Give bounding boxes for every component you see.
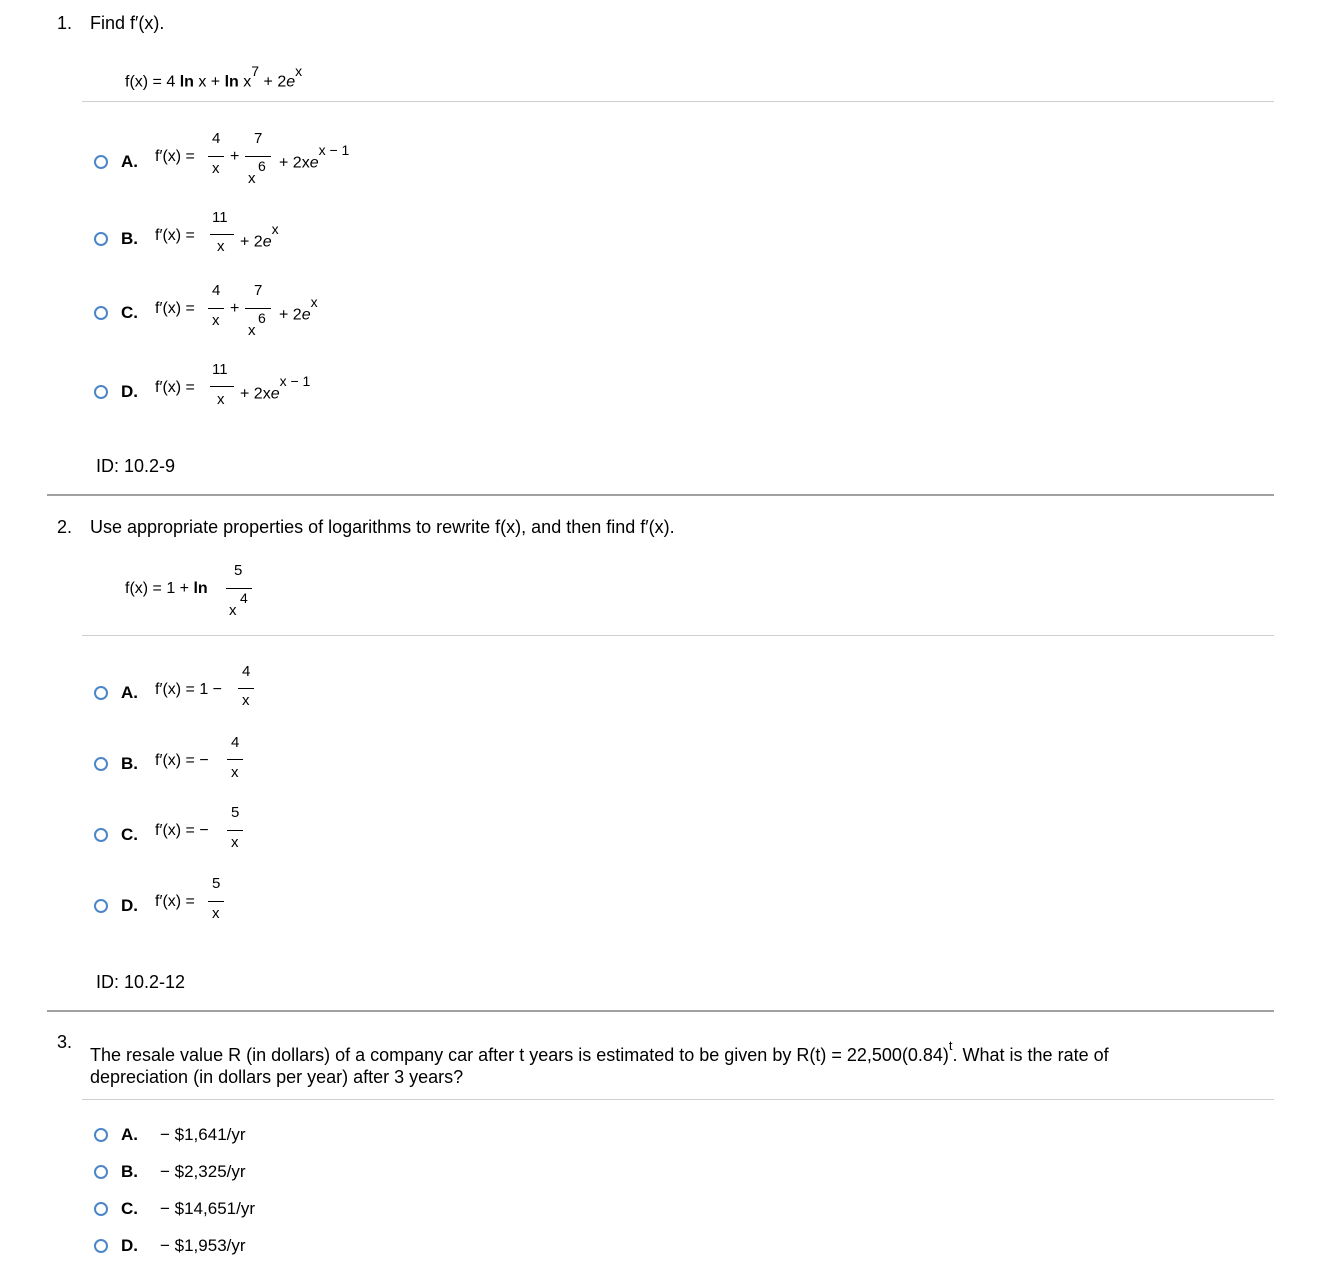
q1-option-d-radio[interactable] (94, 385, 108, 399)
q3-prompt-a: The resale value R (in dollars) of a company car after t years is estimated to be given by R(t) = 22,500(0.84) (90, 1045, 949, 1065)
q3-option-c-letter: C. (121, 1199, 138, 1218)
q1-b-tail-text: + 2 (240, 233, 263, 251)
q3-option-d-radio[interactable] (94, 1239, 108, 1253)
q1-a-num2: 7 (254, 130, 263, 147)
q2-option-b-radio[interactable] (94, 757, 108, 771)
q1-d-num: 11 (212, 361, 228, 378)
q2-given-den-exp: 4 (240, 590, 248, 606)
question-1-function (125, 63, 303, 91)
fraction-bar (208, 156, 224, 157)
question-1-id: ID: 10.2-9 (96, 456, 176, 476)
q2-option-a-fprime: f′(x) = 1 − (155, 681, 223, 698)
q1-given-ln2: ln (224, 73, 239, 91)
q1-given-x1: x + (198, 73, 221, 91)
question-2-function (125, 580, 208, 598)
q2-option-c-radio[interactable] (94, 828, 108, 842)
q1-a-plus: + (230, 148, 240, 165)
q3-prompt-b: . What is the rate of (952, 1045, 1109, 1065)
q3-option-a-radio[interactable] (94, 1128, 108, 1142)
q1-option-d-fprime: f′(x) = (155, 379, 195, 396)
q1-c-e: e (301, 306, 311, 324)
q2-a-den: x (242, 692, 250, 709)
fraction-bar (226, 588, 252, 589)
question-3-prompt-line1 (90, 1038, 1109, 1066)
fraction-bar (208, 901, 224, 902)
q1-a-eexp: x − 1 (318, 142, 350, 158)
q2-option-d-fprime: f′(x) = (155, 893, 195, 910)
q3-option-d-value: − $1,953/yr (160, 1236, 246, 1255)
q2-option-d-radio[interactable] (94, 899, 108, 913)
q2-option-b-letter: B. (121, 754, 138, 773)
question-3-number: 3. (57, 1032, 73, 1052)
question-separator (47, 494, 1274, 496)
q3-option-a-value: − $1,641/yr (160, 1125, 246, 1144)
q1-d-eexp: x − 1 (279, 373, 311, 389)
fraction-bar (210, 234, 234, 235)
question-separator (47, 1010, 1274, 1012)
question-1-number: 1. (57, 13, 73, 33)
q1-option-b-radio[interactable] (94, 232, 108, 246)
q1-c-num1: 4 (212, 282, 221, 299)
fraction-bar (227, 759, 243, 760)
q2-option-a-radio[interactable] (94, 686, 108, 700)
q1-given-plus: + 2 (263, 73, 287, 91)
q1-a-tail (279, 142, 350, 172)
q1-d-e: e (270, 385, 280, 403)
q1-b-e: e (262, 233, 272, 251)
q3-option-b-letter: B. (121, 1162, 138, 1181)
q2-given-ln: ln (193, 580, 208, 597)
q1-option-c-radio[interactable] (94, 306, 108, 320)
q3-option-b-value: − $2,325/yr (160, 1162, 246, 1181)
q2-option-c-letter: C. (121, 825, 138, 844)
q1-c-den1: x (212, 312, 220, 329)
q1-option-c-letter: C. (121, 303, 138, 322)
q2-option-c-fprime: f′(x) = − (155, 822, 209, 839)
q1-c-den2-exp: 6 (258, 310, 266, 326)
q1-c-plus: + (230, 300, 240, 317)
q1-c-num2: 7 (254, 282, 263, 299)
q2-option-b-fprime: f′(x) = − (155, 752, 209, 769)
q2-a-num: 4 (242, 663, 251, 680)
q1-b-num: 11 (212, 209, 228, 226)
q2-d-den: x (212, 905, 220, 922)
q2-given-den: x (229, 602, 237, 619)
fraction-bar (245, 156, 271, 157)
q1-given-lhs: f(x) = 4 (125, 73, 176, 91)
q2-d-num: 5 (212, 875, 221, 892)
q1-c-tail-text: + 2 (279, 306, 302, 324)
q1-a-den1: x (212, 160, 220, 177)
q1-a-den2-exp: 6 (258, 158, 266, 174)
divider (82, 101, 1274, 102)
q1-b-tail (240, 221, 279, 251)
q2-b-den: x (231, 764, 239, 781)
q1-c-eexp: x (310, 294, 318, 310)
question-2-prompt: Use appropriate properties of logarithms to rewrite f(x), and then find f′(x). (90, 517, 675, 537)
q1-given-ln1: ln (179, 73, 194, 91)
q1-option-b-letter: B. (121, 229, 138, 248)
question-1-prompt: Find f′(x). (90, 13, 165, 33)
q3-option-c-radio[interactable] (94, 1202, 108, 1216)
question-2-id: ID: 10.2-12 (96, 972, 186, 992)
q1-d-tail-text: + 2x (240, 385, 271, 403)
q2-c-num: 5 (231, 804, 240, 821)
q2-c-den: x (231, 834, 239, 851)
q1-given-x2: x (243, 73, 252, 91)
q2-option-a-letter: A. (121, 683, 138, 702)
q1-option-a-radio[interactable] (94, 155, 108, 169)
q1-a-tail-text: + 2x (279, 154, 310, 172)
q2-option-d-letter: D. (121, 896, 138, 915)
q1-b-eexp: x (271, 221, 279, 237)
question-3-prompt-line2: depreciation (in dollars per year) after 3 years? (90, 1067, 464, 1087)
q2-given-num: 5 (234, 562, 243, 579)
q1-a-num1: 4 (212, 130, 221, 147)
q3-option-a-letter: A. (121, 1125, 138, 1144)
q1-a-e: e (309, 154, 319, 172)
fraction-bar (210, 386, 234, 387)
q1-given-exp: 7 (251, 63, 260, 79)
q1-d-tail (240, 373, 311, 403)
fraction-bar (245, 308, 271, 309)
fraction-bar (227, 830, 243, 831)
q1-d-den: x (217, 391, 225, 408)
fraction-bar (208, 308, 224, 309)
q3-option-b-radio[interactable] (94, 1165, 108, 1179)
q1-c-den2: x (248, 322, 256, 339)
q3-option-c-value: − $14,651/yr (160, 1199, 255, 1218)
q1-given-e: e (286, 73, 296, 91)
q2-given-lhs: f(x) = 1 + (125, 580, 190, 597)
q1-option-b-fprime: f′(x) = (155, 227, 195, 244)
q1-b-den: x (217, 238, 225, 255)
q1-option-a-letter: A. (121, 152, 138, 171)
q1-option-a-fprime: f′(x) = (155, 148, 195, 165)
fraction-bar (238, 688, 254, 689)
q3-option-d-letter: D. (121, 1236, 138, 1255)
q1-c-tail (279, 294, 318, 324)
question-2-number: 2. (57, 517, 73, 537)
q2-b-num: 4 (231, 734, 240, 751)
divider (82, 635, 1274, 636)
q1-option-d-letter: D. (121, 382, 138, 401)
q3-prompt-exp: t (948, 1038, 953, 1053)
q1-option-c-fprime: f′(x) = (155, 300, 195, 317)
divider (82, 1099, 1274, 1100)
q1-a-den2: x (248, 170, 256, 187)
q1-given-eexp: x (295, 63, 303, 79)
